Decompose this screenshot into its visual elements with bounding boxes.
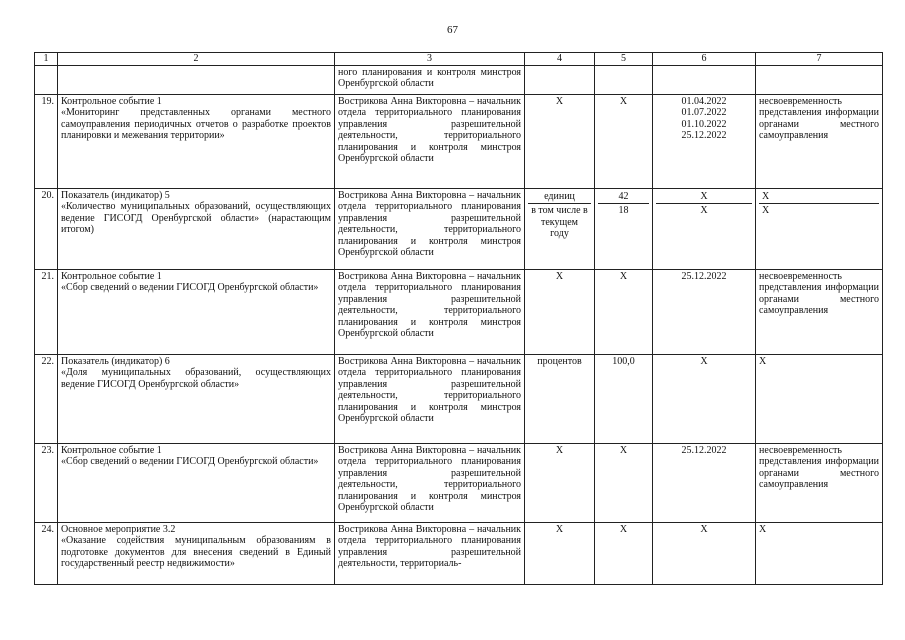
row-responsible: Вострикова Анна Викторовна – начальник отдела территориального планирования управления разрешительной деятельности, территориального планирования и контроля минстроя Оренбургской области	[335, 354, 525, 443]
row-unit: Х	[525, 269, 595, 354]
row-risk	[756, 188, 883, 269]
row-risk: несвоевременность представления информации органами местного самоуправления	[756, 94, 883, 188]
row-responsible: Вострикова Анна Викторовна – начальник отдела территориального планирования управления разрешительной деятельности, территориального планирования и контроля минстроя Оренбургской области	[335, 443, 525, 522]
row-unit: Х	[525, 522, 595, 584]
page-number: 67	[447, 24, 458, 36]
table-row	[35, 269, 883, 354]
row-responsible: ного планирования и контроля минстроя Оренбургской области	[335, 65, 525, 94]
row-date	[653, 188, 756, 269]
row-name: Контрольное событие 1 «Сбор сведений о ведении ГИСОГД Оренбургской области»	[58, 269, 335, 354]
row-number: 21.	[35, 269, 58, 354]
row-risk	[756, 65, 883, 94]
row-risk-total: Х	[759, 190, 879, 205]
table-row	[35, 65, 883, 94]
table-row	[35, 443, 883, 522]
row-unit: Х	[525, 443, 595, 522]
row-risk: несвоевременность представления информации органами местного самоуправления	[756, 443, 883, 522]
column-header-1: 1	[35, 53, 58, 66]
row-unit	[525, 188, 595, 269]
row-responsible: Вострикова Анна Викторовна – начальник отдела территориального планирования управления разрешительной деятельности, территориального планирования и контроля минстроя Оренбургской области	[335, 188, 525, 269]
column-header-4: 4	[525, 53, 595, 66]
row-responsible: Вострикова Анна Викторовна – начальник отдела территориального планирования управления разрешительной деятельности, территориального планирования и контроля минстроя Оренбургской области	[335, 94, 525, 188]
row-name: Показатель (индикатор) 5 «Количество муниципальных образований, осуществляющих ведение ГИСОГД Оренбургской области» (нарастающим итогом)	[58, 188, 335, 269]
row-number: 22.	[35, 354, 58, 443]
row-value: Х	[595, 269, 653, 354]
row-number: 23.	[35, 443, 58, 522]
row-name: Контрольное событие 1 «Сбор сведений о ведении ГИСОГД Оренбургской области»	[58, 443, 335, 522]
row-number	[35, 65, 58, 94]
row-name: Основное мероприятие 3.2 «Оказание содействия муниципальным образованиям в подготовке документов для внесения сведений в Единый государственный реестр недвижимости»	[58, 522, 335, 584]
row-risk: Х	[756, 522, 883, 584]
row-value: Х	[595, 443, 653, 522]
row-value: Х	[595, 94, 653, 188]
row-date: Х	[653, 522, 756, 584]
row-value: 100,0	[595, 354, 653, 443]
row-date: 25.12.2022	[653, 443, 756, 522]
row-number: 24.	[35, 522, 58, 584]
column-header-5: 5	[595, 53, 653, 66]
row-unit-total: единиц	[528, 190, 591, 205]
row-name: Контрольное событие 1 «Мониторинг представленных органами местного самоуправления периодичных отчетов о разработке проектов планировки и межевания территории»	[58, 94, 335, 188]
row-value	[595, 65, 653, 94]
row-date-current-year: Х	[700, 205, 708, 216]
row-risk: Х	[756, 354, 883, 443]
row-unit	[525, 65, 595, 94]
table-row	[35, 188, 883, 269]
row-value-current-year: 18	[618, 205, 629, 216]
column-header-3: 3	[335, 53, 525, 66]
row-number: 20.	[35, 188, 58, 269]
row-unit-current-year: в том числе в текущем году	[531, 205, 588, 239]
row-date: Х	[653, 354, 756, 443]
row-name: Показатель (индикатор) 6 «Доля муниципальных образований, осуществляющих ведение ГИСОГД Оренбургской области»	[58, 354, 335, 443]
row-date: 25.12.2022	[653, 269, 756, 354]
row-date: 01.04.2022 01.07.2022 01.10.2022 25.12.2022	[653, 94, 756, 188]
row-value: Х	[595, 522, 653, 584]
row-date	[653, 65, 756, 94]
row-number: 19.	[35, 94, 58, 188]
row-risk: несвоевременность представления информации органами местного самоуправления	[756, 269, 883, 354]
column-header-6: 6	[653, 53, 756, 66]
header-row	[35, 53, 883, 66]
row-value-total: 42	[598, 190, 649, 205]
table-row	[35, 354, 883, 443]
column-header-2: 2	[58, 53, 335, 66]
row-unit: Х	[525, 94, 595, 188]
row-name	[58, 65, 335, 94]
row-date-total: Х	[656, 190, 752, 205]
column-header-7: 7	[756, 53, 883, 66]
table-row	[35, 94, 883, 188]
row-unit: процентов	[525, 354, 595, 443]
row-value	[595, 188, 653, 269]
plan-table	[34, 52, 883, 585]
row-responsible: Вострикова Анна Викторовна – начальник отдела территориального планирования управления разрешительной деятельности, территориального планирования и контроля минстроя Оренбургской области	[335, 269, 525, 354]
row-responsible: Вострикова Анна Викторовна – начальник отдела территориального планирования управления разрешительной деятельности, территориаль-	[335, 522, 525, 584]
table-row	[35, 522, 883, 584]
row-risk-current-year: Х	[762, 205, 770, 216]
